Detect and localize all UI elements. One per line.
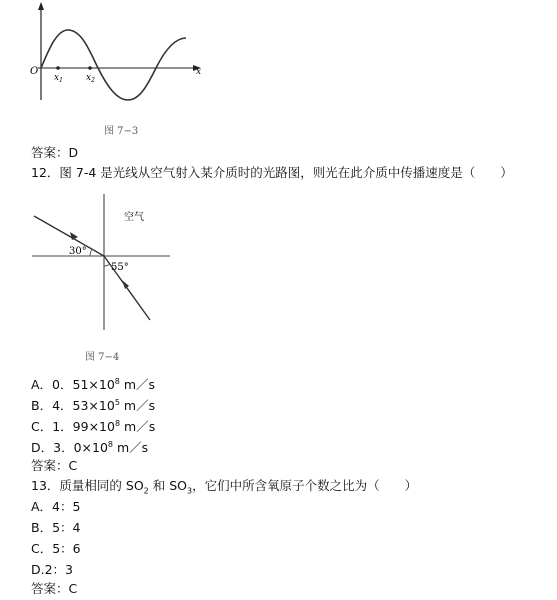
angle-arc-30 xyxy=(90,249,92,256)
wave-curve xyxy=(41,30,186,100)
figure-7-3-caption: 图 7−3 xyxy=(104,126,139,137)
x1-label: $x_1$ xyxy=(54,73,63,84)
question-13-stem: 13．质量相同的 $SO_2$ 和 $SO_3$，它们中所含氧原子个数之比为（ ） xyxy=(31,478,418,496)
answer-12: 答案：C xyxy=(31,458,78,473)
angle-55-label: 55° xyxy=(111,262,129,273)
figure-7-4-refraction-diagram xyxy=(28,190,178,340)
answer-13: 答案：C xyxy=(31,581,78,596)
answer-11: 答案：D xyxy=(31,145,79,160)
q12-option-a: A．0．$51\times 10^8$ m／s xyxy=(31,377,156,393)
figure-7-3-wave-graph xyxy=(28,0,218,110)
origin-label: O xyxy=(30,66,39,77)
angle-30-label: 30° xyxy=(69,246,87,257)
refracted-arrow-icon xyxy=(122,280,129,289)
x-axis-label: x xyxy=(196,67,202,77)
point-x1 xyxy=(56,66,60,70)
y-axis-arrow-icon xyxy=(38,2,44,10)
incident-arrow-icon xyxy=(70,232,78,240)
q12-option-c: C．1．$99\times 10^8$ m／s xyxy=(31,419,156,435)
q12-option-d: D．3．$0\times 10^8$ m／s xyxy=(31,440,149,456)
air-label: 空气 xyxy=(124,212,144,223)
q13-option-a: A．4：5 xyxy=(31,499,81,514)
angle-arc-55 xyxy=(104,264,110,266)
q13-option-c: C．5：6 xyxy=(31,541,81,556)
x2-label: $x_2$ xyxy=(86,73,95,84)
point-x2 xyxy=(88,66,92,70)
q13-option-b: B．5：4 xyxy=(31,520,81,535)
figure-7-4-caption: 图 7−4 xyxy=(85,352,120,363)
question-12-stem: 12．图 7-4 是光线从空气射入某介质时的光路图，则光在此介质中传播速度是（ ） xyxy=(31,165,513,180)
q12-option-b: B．4．$53\times 10^5$ m／s xyxy=(31,398,156,414)
q13-option-d: D.2：3 xyxy=(31,562,74,577)
